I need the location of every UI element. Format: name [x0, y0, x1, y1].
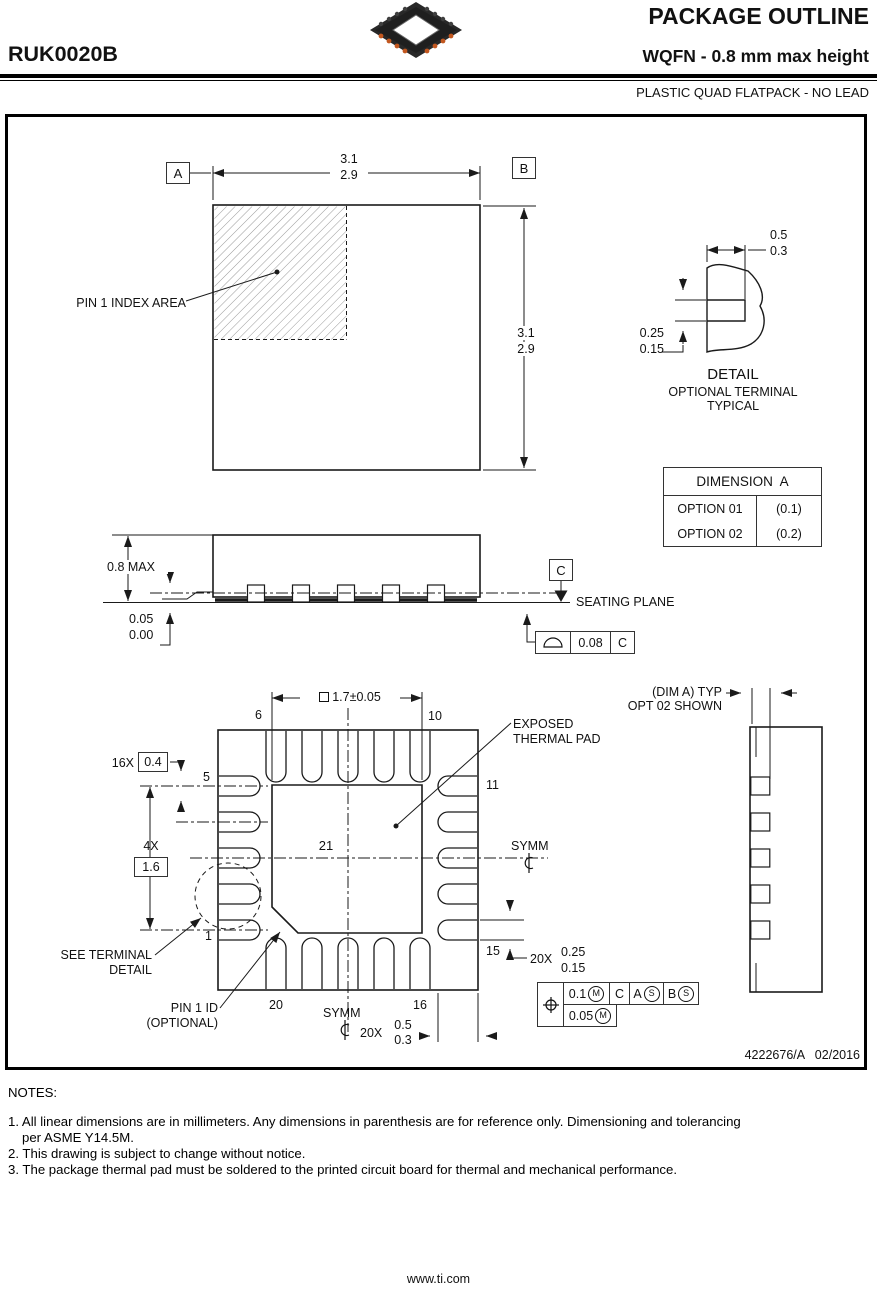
detail-width-min: 0.3 — [770, 244, 788, 258]
centerline-symbol-icon — [336, 1019, 352, 1041]
page-title: PACKAGE OUTLINE — [648, 3, 869, 29]
profile-tolerance-cell: 0.08 — [570, 631, 611, 654]
website-link[interactable]: www.ti.com — [406, 1272, 471, 1286]
square-symbol-icon — [319, 692, 329, 702]
pin1-index-hatch — [215, 207, 347, 340]
pin1-id-label-2: (OPTIONAL) — [146, 1016, 218, 1030]
symm-right-label: SYMM — [511, 839, 549, 853]
pin-20-label: 20 — [269, 998, 283, 1012]
position-symbol-cell — [537, 982, 564, 1027]
see-terminal-label-1: SEE TERMINAL — [60, 948, 152, 962]
position-tolerance-value: 0.1 — [568, 986, 587, 1001]
detail-thickness-min: 0.15 — [639, 342, 664, 356]
pin-span-box: 1.6 — [134, 857, 168, 877]
package-subtitle: WQFN - 0.8 mm max height — [642, 46, 869, 66]
position-datum2-value: A — [633, 986, 642, 1001]
table-row — [664, 496, 821, 521]
position-datum1-cell: C — [609, 982, 630, 1005]
standoff-max: 0.05 — [129, 612, 154, 626]
datum-c-triangle — [555, 591, 568, 603]
position-datum3-cell — [663, 982, 699, 1005]
position-tolerance2-value: 0.05 — [568, 1008, 594, 1023]
side-profile-linework — [726, 688, 822, 992]
notes-heading: NOTES: — [8, 1085, 58, 1100]
exposed-pad-label-1: EXPOSED — [513, 717, 574, 731]
top-view-linework — [186, 166, 536, 470]
option-01-value: (0.1) — [776, 501, 802, 516]
pin-11-label: 11 — [486, 778, 499, 792]
datum-a-box: A — [166, 162, 190, 184]
dim-a-typ-label: (DIM A) TYP — [652, 685, 722, 699]
rfs-modifier-icon: S — [678, 986, 694, 1002]
exposed-pad-label-2: THERMAL PAD — [513, 732, 601, 746]
pad-21-label: 21 — [318, 838, 334, 853]
note-line-1: 1. All linear dimensions are in millimeters. Any dimensions in parenthesis are for reference only. Dimensioning and tolerancing — [8, 1114, 741, 1129]
terminal-length-dim-min: 0.3 — [394, 1033, 412, 1047]
profile-surface-icon — [541, 636, 565, 649]
centerline-symbol-icon — [520, 852, 536, 874]
pin1-id-label-1: PIN 1 ID — [170, 1001, 218, 1015]
terminal-width-dim-max: 0.25 — [561, 945, 586, 959]
datum-b-box: B — [512, 157, 536, 179]
thermal-pad-outline — [272, 785, 422, 933]
rfs-modifier-icon: S — [644, 986, 660, 1002]
terminal-width-count: 16X — [111, 756, 134, 770]
part-number: RUK0020B — [8, 42, 118, 66]
position-datum2-cell — [629, 982, 664, 1005]
option-01-label: OPTION 01 — [664, 496, 757, 521]
top-height-max: 3.1 — [508, 326, 544, 340]
top-width-max: 3.1 — [330, 152, 368, 166]
position-datum3-value: B — [667, 986, 677, 1001]
position-tolerance2-cell — [563, 1004, 617, 1027]
thermal-pad-dim — [300, 690, 400, 704]
pin-15-label: 15 — [486, 944, 500, 958]
position-symbol-icon — [542, 996, 560, 1014]
top-width-min: 2.9 — [330, 168, 368, 182]
detail-title: DETAIL — [707, 366, 759, 383]
pad-dim-value: 1.7±0.05 — [332, 690, 381, 704]
pin-1-label: 1 — [205, 929, 212, 943]
mmc-modifier-icon: M — [595, 1008, 611, 1024]
standoff-min: 0.00 — [129, 628, 154, 642]
seating-plane-label: SEATING PLANE — [576, 595, 675, 609]
option-02-label: OPTION 02 — [664, 521, 757, 546]
dimension-a-table — [663, 467, 822, 547]
pin1-index-label: PIN 1 INDEX AREA — [76, 296, 186, 310]
bottom-view-linework — [140, 692, 548, 1042]
profile-datum-cell: C — [610, 631, 635, 654]
position-tolerance-cell — [563, 982, 610, 1005]
terminal-width-dim-count: 20X — [530, 952, 553, 966]
detail-width-max: 0.5 — [770, 228, 788, 242]
terminal-detail-linework — [662, 245, 766, 352]
terminal-width-dim-min: 0.15 — [561, 961, 586, 975]
datum-c-box: C — [549, 559, 573, 581]
mmc-modifier-icon: M — [588, 986, 604, 1002]
detail-thickness-max: 0.25 — [639, 326, 664, 340]
dimension-a-table-title: DIMENSION A — [664, 468, 821, 496]
terminal-width-box: 0.4 — [138, 752, 168, 772]
pin-16-label: 16 — [413, 998, 427, 1012]
side-view-linework — [103, 535, 570, 645]
note-line-3: 3. The package thermal pad must be soldered to the printed circuit board for thermal and mechanical performance. — [8, 1162, 678, 1177]
detail-subtitle-2: TYPICAL — [706, 399, 760, 413]
option-02-value: (0.2) — [776, 526, 802, 541]
detail-subtitle-1: OPTIONAL TERMINAL — [668, 385, 798, 399]
pin-10-label: 10 — [428, 709, 442, 723]
top-height-min: 2.9 — [508, 342, 544, 356]
note-line-2: 2. This drawing is subject to change without notice. — [8, 1146, 306, 1161]
drawing-revision: 4222676/A 02/2016 — [744, 1048, 860, 1062]
table-row — [664, 521, 821, 546]
pin-5-label: 5 — [203, 770, 210, 784]
symm-bottom-label: SYMM — [323, 1006, 361, 1020]
profile-symbol-cell — [535, 631, 571, 654]
note-line-1b: per ASME Y14.5M. — [22, 1130, 134, 1145]
body-height-dim: 0.8 MAX — [94, 560, 168, 574]
pin-span-count: 4X — [143, 839, 159, 853]
pin-6-label: 6 — [255, 708, 262, 722]
terminal-length-dim-max: 0.5 — [394, 1018, 412, 1032]
package-type: PLASTIC QUAD FLATPACK - NO LEAD — [636, 85, 869, 100]
dim-a-option-label: OPT 02 SHOWN — [627, 699, 722, 713]
see-terminal-label-2: DETAIL — [109, 963, 152, 977]
terminal-length-dim-count: 20X — [360, 1026, 383, 1040]
